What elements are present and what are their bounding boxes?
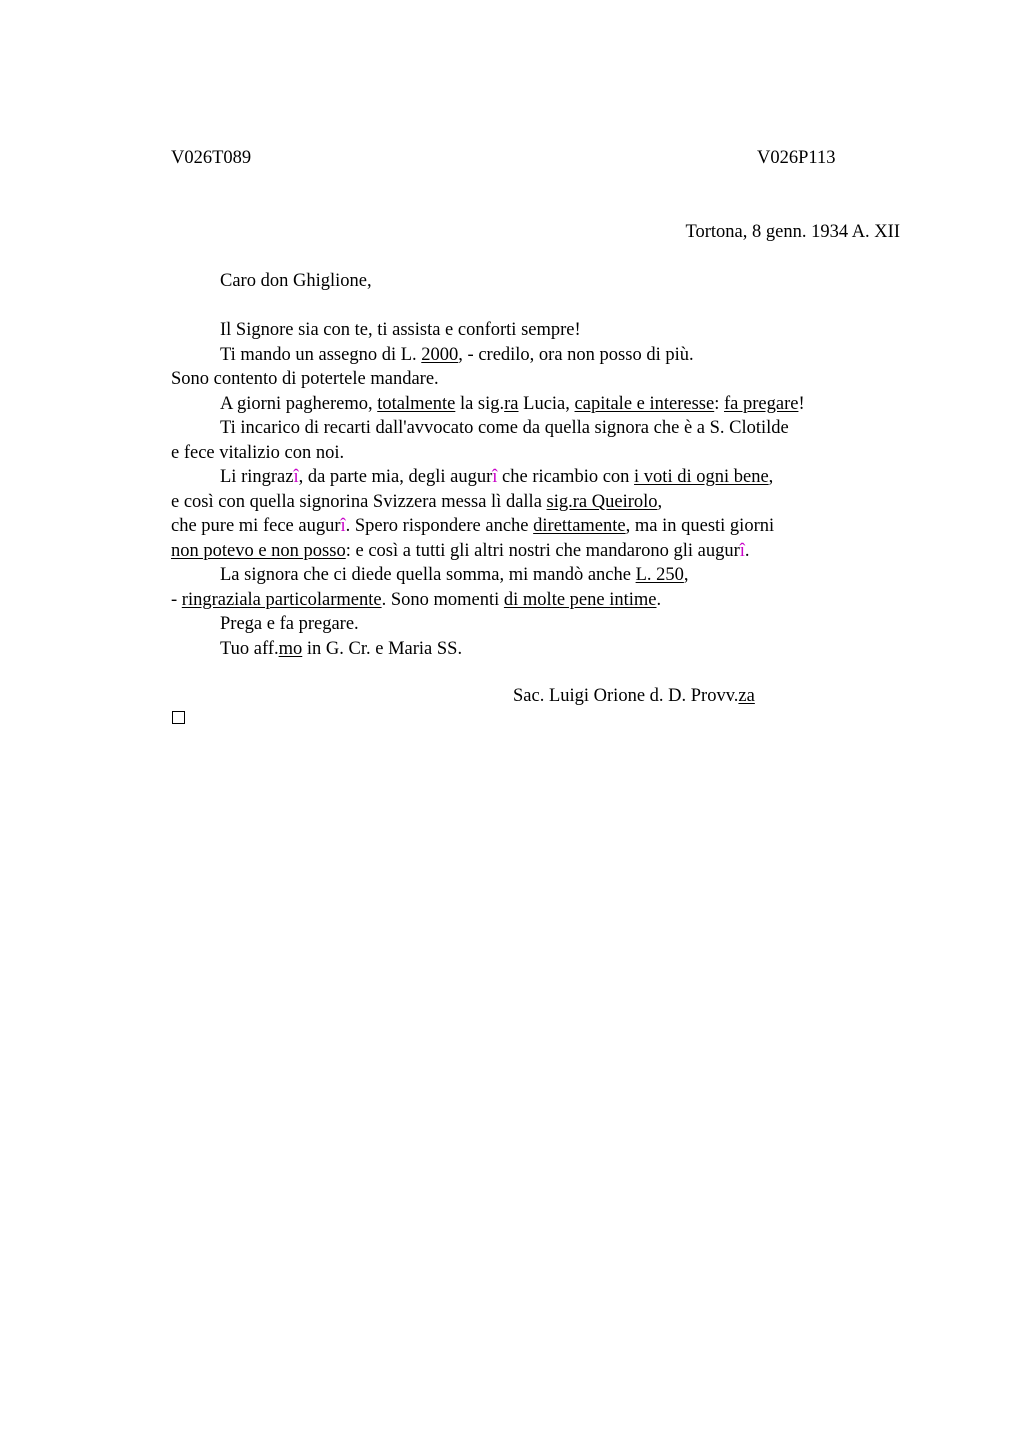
- underlined-text: ringraziala particolarmente: [181, 589, 382, 610]
- body-line: non potevo e non posso: e così a tutti gli altri nostri che mandarono gli augurî.: [171, 540, 750, 561]
- letter-body: [171, 318, 891, 661]
- closing-line: Tuo aff.mo in G. Cr. e Maria SS.: [220, 638, 463, 659]
- body-line: - ringraziala particolarmente. Sono momenti di molte pene intime.: [171, 589, 662, 610]
- underlined-text: mo: [278, 638, 303, 659]
- highlighted-char: î: [293, 467, 299, 487]
- underlined-text: sig.ra Queirolo: [546, 491, 658, 512]
- body-line: La signora che ci diede quella somma, mi mandò anche L. 250,: [220, 565, 689, 585]
- body-line: e fece vitalizio con noi.: [171, 442, 345, 463]
- document-code-left: V026T089: [171, 148, 252, 168]
- body-line: Il Signore sia con te, ti assista e conforti sempre!: [220, 320, 581, 340]
- underlined-text: 2000: [421, 344, 459, 365]
- highlighted-char: î: [739, 540, 745, 561]
- underlined-text: i voti di ogni bene: [634, 467, 769, 487]
- body-line: che pure mi fece augurî. Spero rispondere anche direttamente, ma in questi giorni: [171, 516, 775, 536]
- body-line: e così con quella signorina Svizzera messa lì dalla sig.ra Queirolo,: [171, 491, 663, 512]
- underlined-text: capitale e interesse: [574, 393, 715, 414]
- salutation: Caro don Ghiglione,: [220, 271, 372, 291]
- underlined-text: fa pregare: [723, 393, 799, 414]
- underlined-text: di molte pene intime: [503, 589, 657, 610]
- document-code-right: V026P113: [757, 148, 836, 168]
- body-line: Sono contento di potertele mandare.: [171, 369, 439, 389]
- dateline: Tortona, 8 genn. 1934 A. XII: [685, 222, 900, 242]
- highlighted-char: î: [492, 467, 498, 487]
- underlined-text: direttamente: [533, 516, 626, 536]
- body-line: Ti mando un assegno di L. 2000, - credilo, ora non posso di più.: [220, 344, 694, 365]
- underlined-text: za: [738, 686, 755, 706]
- body-line: Li ringrazî, da parte mia, degli augurî che ricambio con i voti di ogni bene,: [220, 467, 774, 487]
- underlined-text: ra: [504, 393, 519, 414]
- checkbox-square-icon: [172, 711, 185, 724]
- body-line: Ti incarico di recarti dall'avvocato come da quella signora che è a S. Clotilde: [220, 418, 789, 438]
- body-line: A giorni pagheremo, totalmente la sig.ra Lucia, capitale e interesse: fa pregare!: [220, 393, 805, 414]
- signature: Sac. Luigi Orione d. D. Provv.za: [513, 686, 755, 706]
- body-line: Prega e fa pregare.: [220, 614, 359, 634]
- underlined-text: L. 250: [635, 565, 684, 585]
- underlined-text: non potevo e non posso: [171, 540, 346, 561]
- highlighted-char: î: [340, 516, 346, 536]
- underlined-text: totalmente: [377, 393, 456, 414]
